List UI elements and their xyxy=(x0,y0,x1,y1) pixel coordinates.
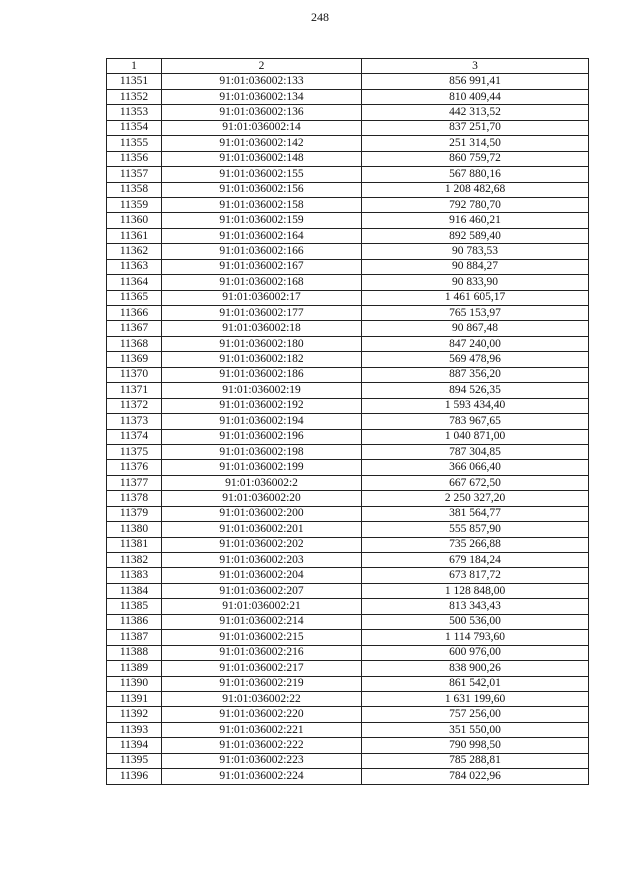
cadastral-number-cell: 91:01:036002:214 xyxy=(162,614,362,629)
cadastral-number-cell: 91:01:036002:196 xyxy=(162,429,362,444)
cadastral-number-cell: 91:01:036002:133 xyxy=(162,74,362,89)
cadastral-number-cell: 91:01:036002:220 xyxy=(162,707,362,722)
table-row xyxy=(107,151,589,166)
value-cell: 555 857,90 xyxy=(362,522,589,537)
table-row xyxy=(107,89,589,104)
cadastral-number-cell: 91:01:036002:192 xyxy=(162,398,362,413)
value-cell: 887 356,20 xyxy=(362,367,589,382)
table-row xyxy=(107,614,589,629)
cadastral-number-cell: 91:01:036002:156 xyxy=(162,182,362,197)
row-number-cell: 11391 xyxy=(107,691,162,706)
row-number-cell: 11371 xyxy=(107,383,162,398)
row-number-cell: 11361 xyxy=(107,228,162,243)
table-row xyxy=(107,136,589,151)
table-row xyxy=(107,506,589,521)
value-cell: 785 288,81 xyxy=(362,753,589,768)
value-cell: 600 976,00 xyxy=(362,645,589,660)
value-cell: 1 128 848,00 xyxy=(362,583,589,598)
row-number-cell: 11381 xyxy=(107,537,162,552)
cadastral-number-cell: 91:01:036002:17 xyxy=(162,290,362,305)
table-row xyxy=(107,120,589,135)
value-cell: 1 631 199,60 xyxy=(362,691,589,706)
value-cell: 2 250 327,20 xyxy=(362,491,589,506)
row-number-cell: 11390 xyxy=(107,676,162,691)
cadastral-number-cell: 91:01:036002:20 xyxy=(162,491,362,506)
row-number-cell: 11375 xyxy=(107,444,162,459)
row-number-cell: 11353 xyxy=(107,105,162,120)
table-row xyxy=(107,321,589,336)
cadastral-number-cell: 91:01:036002:215 xyxy=(162,630,362,645)
table-row xyxy=(107,182,589,197)
row-number-cell: 11354 xyxy=(107,120,162,135)
cadastral-number-cell: 91:01:036002:177 xyxy=(162,306,362,321)
value-cell: 1 461 605,17 xyxy=(362,290,589,305)
cadastral-number-cell: 91:01:036002:200 xyxy=(162,506,362,521)
row-number-cell: 11385 xyxy=(107,599,162,614)
value-cell: 810 409,44 xyxy=(362,89,589,104)
table-header-row xyxy=(107,59,589,74)
row-number-cell: 11359 xyxy=(107,197,162,212)
table-row xyxy=(107,306,589,321)
value-cell: 757 256,00 xyxy=(362,707,589,722)
row-number-cell: 11363 xyxy=(107,259,162,274)
cadastral-number-cell: 91:01:036002:198 xyxy=(162,444,362,459)
value-cell: 667 672,50 xyxy=(362,475,589,490)
cadastral-number-cell: 91:01:036002:186 xyxy=(162,367,362,382)
cadastral-number-cell: 91:01:036002:194 xyxy=(162,414,362,429)
cadastral-number-cell: 91:01:036002:204 xyxy=(162,568,362,583)
cadastral-number-cell: 91:01:036002:201 xyxy=(162,522,362,537)
row-number-cell: 11355 xyxy=(107,136,162,151)
value-cell: 251 314,50 xyxy=(362,136,589,151)
cadastral-number-cell: 91:01:036002:167 xyxy=(162,259,362,274)
cadastral-number-cell: 91:01:036002:224 xyxy=(162,769,362,784)
table-row xyxy=(107,769,589,784)
table-row xyxy=(107,583,589,598)
table-row xyxy=(107,383,589,398)
row-number-cell: 11372 xyxy=(107,398,162,413)
cadastral-number-cell: 91:01:036002:166 xyxy=(162,244,362,259)
table-row xyxy=(107,275,589,290)
value-cell: 90 884,27 xyxy=(362,259,589,274)
cadastral-number-cell: 91:01:036002:217 xyxy=(162,661,362,676)
value-cell: 90 867,48 xyxy=(362,321,589,336)
row-number-cell: 11373 xyxy=(107,414,162,429)
table-row xyxy=(107,429,589,444)
table-row xyxy=(107,213,589,228)
cadastral-number-cell: 91:01:036002:14 xyxy=(162,120,362,135)
cadastral-number-cell: 91:01:036002:168 xyxy=(162,275,362,290)
table-row xyxy=(107,460,589,475)
row-number-cell: 11377 xyxy=(107,475,162,490)
cadastral-number-cell: 91:01:036002:18 xyxy=(162,321,362,336)
cadastral-number-cell: 91:01:036002:136 xyxy=(162,105,362,120)
value-cell: 892 589,40 xyxy=(362,228,589,243)
row-number-cell: 11360 xyxy=(107,213,162,228)
value-cell: 837 251,70 xyxy=(362,120,589,135)
table-row xyxy=(107,707,589,722)
cadastral-number-cell: 91:01:036002:203 xyxy=(162,553,362,568)
row-number-cell: 11365 xyxy=(107,290,162,305)
table-row xyxy=(107,105,589,120)
row-number-cell: 11379 xyxy=(107,506,162,521)
cadastral-number-cell: 91:01:036002:222 xyxy=(162,738,362,753)
cadastral-number-cell: 91:01:036002:134 xyxy=(162,89,362,104)
value-cell: 90 783,53 xyxy=(362,244,589,259)
table-row xyxy=(107,74,589,89)
cadastral-number-cell: 91:01:036002:223 xyxy=(162,753,362,768)
table-row xyxy=(107,290,589,305)
value-cell: 1 040 871,00 xyxy=(362,429,589,444)
row-number-cell: 11374 xyxy=(107,429,162,444)
table-row xyxy=(107,645,589,660)
table-row xyxy=(107,228,589,243)
cadastral-number-cell: 91:01:036002:19 xyxy=(162,383,362,398)
cadastral-number-cell: 91:01:036002:221 xyxy=(162,722,362,737)
value-cell: 1 208 482,68 xyxy=(362,182,589,197)
row-number-cell: 11378 xyxy=(107,491,162,506)
row-number-cell: 11382 xyxy=(107,553,162,568)
value-cell: 679 184,24 xyxy=(362,553,589,568)
row-number-cell: 11368 xyxy=(107,336,162,351)
value-cell: 381 564,77 xyxy=(362,506,589,521)
table-row xyxy=(107,367,589,382)
value-cell: 673 817,72 xyxy=(362,568,589,583)
row-number-cell: 11362 xyxy=(107,244,162,259)
row-number-cell: 11383 xyxy=(107,568,162,583)
value-cell: 1 114 793,60 xyxy=(362,630,589,645)
table-row xyxy=(107,753,589,768)
value-cell: 856 991,41 xyxy=(362,74,589,89)
table-row xyxy=(107,414,589,429)
value-cell: 894 526,35 xyxy=(362,383,589,398)
table-row xyxy=(107,738,589,753)
cadastral-number-cell: 91:01:036002:21 xyxy=(162,599,362,614)
row-number-cell: 11369 xyxy=(107,352,162,367)
table-row xyxy=(107,661,589,676)
table-row xyxy=(107,352,589,367)
cadastral-number-cell: 91:01:036002:22 xyxy=(162,691,362,706)
value-cell: 90 833,90 xyxy=(362,275,589,290)
cadastral-number-cell: 91:01:036002:164 xyxy=(162,228,362,243)
value-cell: 784 022,96 xyxy=(362,769,589,784)
value-cell: 847 240,00 xyxy=(362,336,589,351)
table-row xyxy=(107,167,589,182)
value-cell: 735 266,88 xyxy=(362,537,589,552)
table-row xyxy=(107,491,589,506)
row-number-cell: 11394 xyxy=(107,738,162,753)
value-cell: 787 304,85 xyxy=(362,444,589,459)
cadastral-number-cell: 91:01:036002:219 xyxy=(162,676,362,691)
value-cell: 838 900,26 xyxy=(362,661,589,676)
table-row xyxy=(107,691,589,706)
table-row xyxy=(107,722,589,737)
cadastral-number-cell: 91:01:036002:142 xyxy=(162,136,362,151)
table-row xyxy=(107,336,589,351)
row-number-cell: 11393 xyxy=(107,722,162,737)
table-row xyxy=(107,398,589,413)
table-row xyxy=(107,537,589,552)
row-number-cell: 11351 xyxy=(107,74,162,89)
row-number-cell: 11380 xyxy=(107,522,162,537)
row-number-cell: 11384 xyxy=(107,583,162,598)
cadastral-number-cell: 91:01:036002:202 xyxy=(162,537,362,552)
row-number-cell: 11358 xyxy=(107,182,162,197)
table-row xyxy=(107,553,589,568)
row-number-cell: 11395 xyxy=(107,753,162,768)
table-row xyxy=(107,444,589,459)
value-cell: 861 542,01 xyxy=(362,676,589,691)
data-table xyxy=(106,58,589,785)
row-number-cell: 11364 xyxy=(107,275,162,290)
row-number-cell: 11357 xyxy=(107,167,162,182)
row-number-cell: 11366 xyxy=(107,306,162,321)
value-cell: 813 343,43 xyxy=(362,599,589,614)
value-cell: 351 550,00 xyxy=(362,722,589,737)
table-body xyxy=(107,74,589,784)
table-row xyxy=(107,197,589,212)
table-row xyxy=(107,475,589,490)
column-header-3: 3 xyxy=(362,59,589,74)
cadastral-number-cell: 91:01:036002:159 xyxy=(162,213,362,228)
row-number-cell: 11376 xyxy=(107,460,162,475)
value-cell: 567 880,16 xyxy=(362,167,589,182)
value-cell: 860 759,72 xyxy=(362,151,589,166)
row-number-cell: 11370 xyxy=(107,367,162,382)
row-number-cell: 11356 xyxy=(107,151,162,166)
row-number-cell: 11367 xyxy=(107,321,162,336)
value-cell: 916 460,21 xyxy=(362,213,589,228)
page-number: 248 xyxy=(311,10,329,24)
cadastral-number-cell: 91:01:036002:180 xyxy=(162,336,362,351)
row-number-cell: 11387 xyxy=(107,630,162,645)
cadastral-number-cell: 91:01:036002:148 xyxy=(162,151,362,166)
value-cell: 500 536,00 xyxy=(362,614,589,629)
column-header-2: 2 xyxy=(162,59,362,74)
column-header-1: 1 xyxy=(107,59,162,74)
row-number-cell: 11352 xyxy=(107,89,162,104)
cadastral-number-cell: 91:01:036002:2 xyxy=(162,475,362,490)
value-cell: 442 313,52 xyxy=(362,105,589,120)
table-row xyxy=(107,568,589,583)
cadastral-number-cell: 91:01:036002:182 xyxy=(162,352,362,367)
table-row xyxy=(107,599,589,614)
row-number-cell: 11396 xyxy=(107,769,162,784)
table-row xyxy=(107,244,589,259)
row-number-cell: 11388 xyxy=(107,645,162,660)
table-row xyxy=(107,676,589,691)
value-cell: 765 153,97 xyxy=(362,306,589,321)
table-row xyxy=(107,259,589,274)
cadastral-number-cell: 91:01:036002:216 xyxy=(162,645,362,660)
row-number-cell: 11386 xyxy=(107,614,162,629)
value-cell: 366 066,40 xyxy=(362,460,589,475)
table-row xyxy=(107,522,589,537)
row-number-cell: 11389 xyxy=(107,661,162,676)
row-number-cell: 11392 xyxy=(107,707,162,722)
value-cell: 569 478,96 xyxy=(362,352,589,367)
cadastral-number-cell: 91:01:036002:207 xyxy=(162,583,362,598)
cadastral-number-cell: 91:01:036002:158 xyxy=(162,197,362,212)
value-cell: 790 998,50 xyxy=(362,738,589,753)
value-cell: 792 780,70 xyxy=(362,197,589,212)
value-cell: 1 593 434,40 xyxy=(362,398,589,413)
cadastral-number-cell: 91:01:036002:155 xyxy=(162,167,362,182)
cadastral-number-cell: 91:01:036002:199 xyxy=(162,460,362,475)
value-cell: 783 967,65 xyxy=(362,414,589,429)
table-row xyxy=(107,630,589,645)
